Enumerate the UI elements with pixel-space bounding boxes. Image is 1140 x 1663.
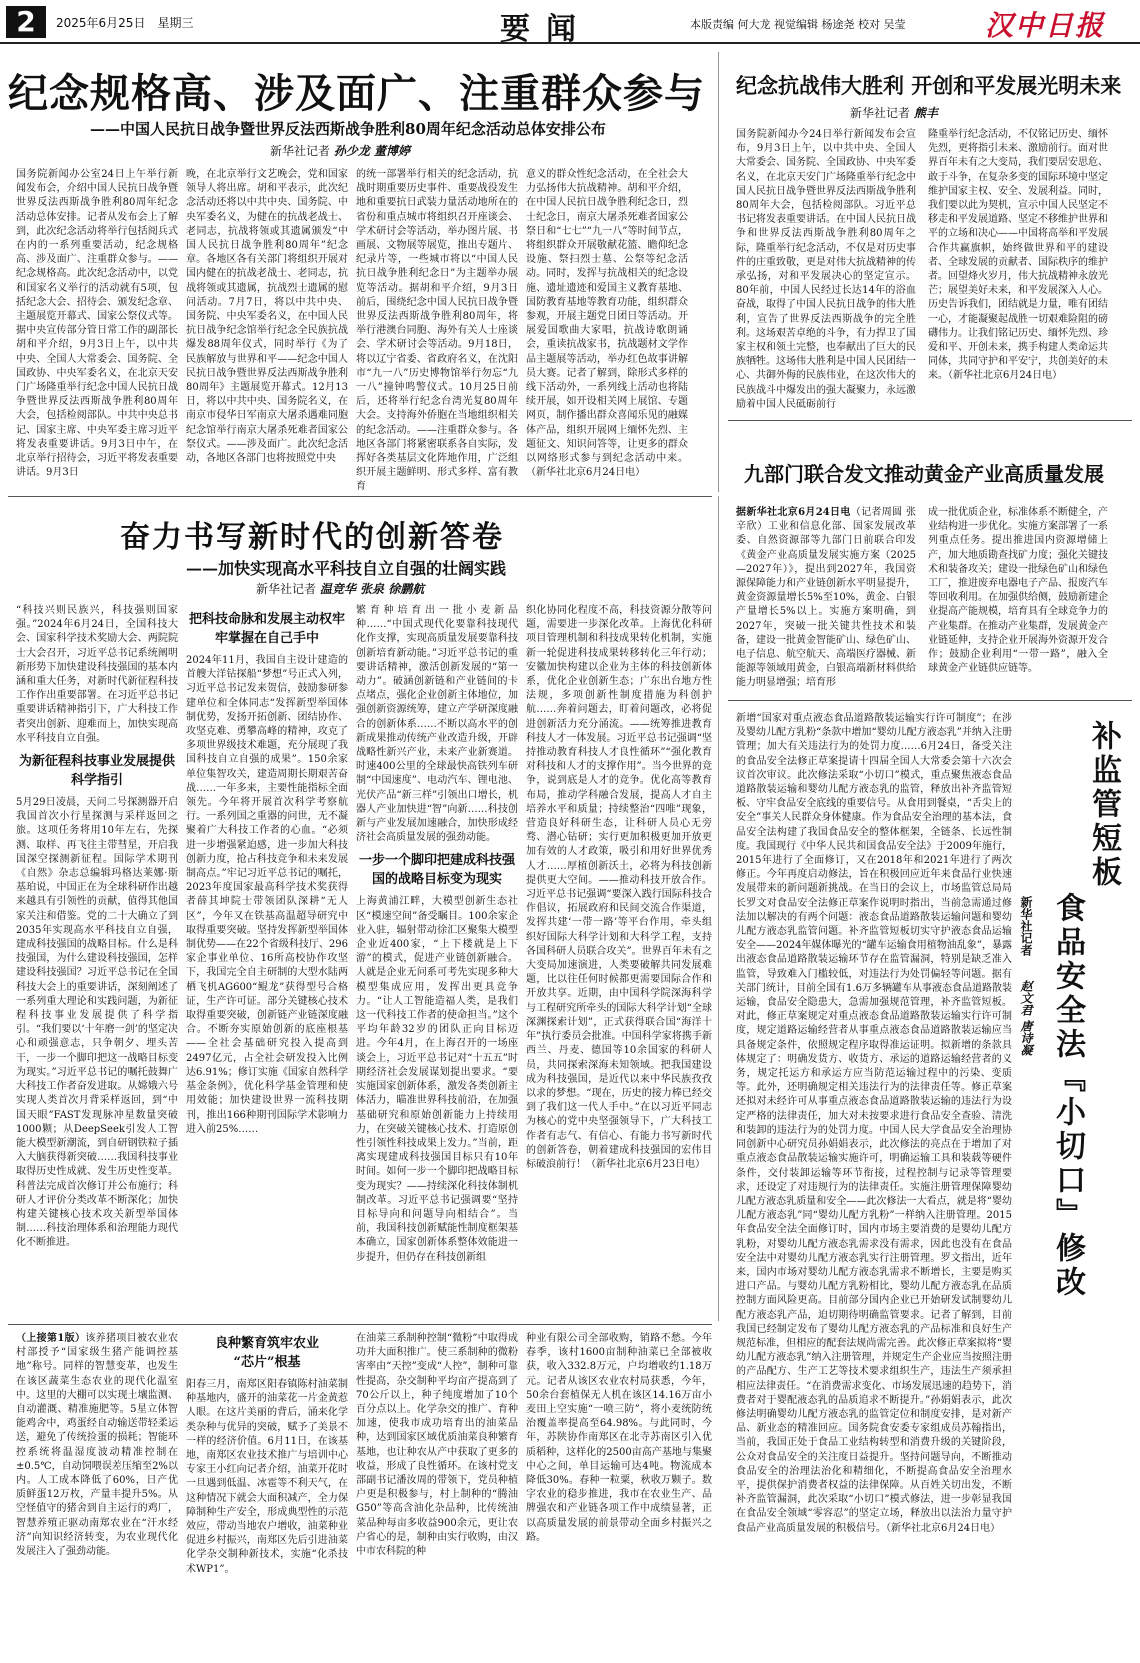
article4-body: 工业和信息化部、国家发展改革委、自然资源部等九部门日前联合印发《黄金产业高质量发展实施方案（2025—2027年）》，提出到2027年，我国资源保障能力和产业链创新水平明显提升，黄金资源量增长5%至10%，黄金、白银产量增长5%以上。实施方案明确，到2027年，突破一批关键共性技术和装备，建设一批黄金智能矿山、绿色矿山、电子信息、航空航天、高端医疗器械、新能源等领域用黄金，白银高端新材料供给能力明显增强；培育形: [736, 521, 916, 689]
article2-byline: [850, 104, 938, 121]
article3-col2-body: 2024年11月，我国自主设计建造的首艘大洋钻探船“梦想”号正式入列，习近平总书记发来贺信，鼓励参研参建单位和全体同志“发挥新型举国体制优势，发扬开拓创新、团结协作、攻坚克难、勇攀高峰的精神，攻克了多项世界级技术难题，充分展现了我国科技自立自强的成果”。150余家单位集智攻关，建造周期长期艰苦奋战……一年多来，主要性能指标全面领先。今年将开展首次科学考察航行。一系列国之重器的问世，无不凝聚着广大科技工作者的心血。“必须进一步增强紧迫感，进一步加大科技创新力度，抢占科技竞争和未来发展制高点。”牢记习近平总书记的嘱托，2023年度国家最高科学技术奖获得者薛其坤院士带领团队深耕“无人区”，今年又在铁基高温超导研究中取得重要突破。坚持发挥新型举国体制优势——在22个省级科技厅、296家企事业单位、16所高校协作攻坚下，我国完全自主研制的大型水陆两栖飞机AG600“鲲龙”获得型号合格证，生产许可证。部分关键核心技术取得重要突破，创新链产业链深度融合。不断夯实原始创新的底座根基——全社会基础研究投入提高到2497亿元，占全社会研发投入比例达6.91%；修订实施《国家自然科学基金条例》，优化科学基金管理和使用效能；加快建设世界一流科技期刊，推出166种期刊国际学术影响力进入前25%……: [186, 655, 348, 1135]
article3-col4: 织化协同化程度不高，科技资源分散等问题，需要进一步深化改革。上海优化科研项目管理机制和科技成果转化机制，实施新一轮促进科技成果转移转化三年行动；安徽加快构建以企业为主体的科技创新体系，优化企业创新生态；广东出台地方性法规，多项创新性制度措施为科创护航……奔着问题去，盯着问题改，必将促进创新活力充分涌流。——统筹推进教育科技人才一体发展。习近平总书记强调“坚持推动教育科技人才良性循环”“强化教育对科技和人才的支撑作用”。当今世界的竞争，说到底是人才的竞争。优化高等教育布局，推动学科融合发展，提高人才自主培养水平和质量；持续整治“四唯”现象，营造良好科研生态，让科研人员心无旁骛、潜心钻研；实行更加积极更加开放更加有效的人才政策，吸引和用好世界优秀人才……厚植创新沃土，必将为科技创新提供更大空间。——推动科技开放合作。习近平总书记强调“要深入践行国际科技合作倡议，拓展政府和民间交流合作渠道，发挥共建‘一带一路’等平台作用，牵头组织好国际大科学计划和大科学工程，支持各国科研人员联合攻关”。世界百年未有之大变局加速演进，人类要破解共同发展难题，比以往任何时候都更需要国际合作和开放共享。近期，由中国科学院深海科学与工程研究所牵头的国际大科学计划“全球深渊探索计划”，正式获得联合国“海洋十年”执行委员会批准。中国科学家将携手新西兰、丹麦、德国等10余国家的科研人员，共同探索深海未知领域。把我国建设成为科技强国，是近代以来中华民族孜孜以求的梦想。“现在，历史的接力棒已经交到了我们这一代人手中。”在以习近平同志为核心的党中央坚强领导下，广大科技工作者有志气、有信心、有能力书写新时代的创新答卷，朝着建成科技强国的宏伟目标破浪前行！（新华社北京6月23日电）: [526, 605, 712, 1170]
byline-names: 孙少龙 董博婷: [333, 144, 411, 158]
article6-subhead-2: “芯片”根基: [233, 1355, 301, 1370]
article5-title-bottom: 食品安全法『小切口』修改: [1050, 892, 1085, 1300]
article6-col2: [186, 1332, 348, 1654]
article1-col2: 晚，在北京举行文艺晚会，党和国家领导人将出席。胡和平表示，此次纪念活动还将以中共中央、国务院、中央军委名义，为健在的抗战老战士、老同志，抗战将领或其遗属颁发“中国人民抗日战争胜利80周年”纪念章。各地区各有关部门将组织开展对国内健在的抗战老战士、老同志，抗战将领或其遗属，抗战烈士遗属的慰问活动。7月7日，将以中共中央、国务院、中央军委名义，在中国人民抗日战争纪念馆举行纪念全民族抗战爆发88周年仪式，同时举行《为了民族解放与世界和平——纪念中国人民抗日战争暨世界反法西斯战争胜利80周年》主题展览开幕式。12月13日，将以中共中央、国务院名义，在南京市侵华日军南京大屠杀遇难同胞纪念馆举行南京大屠杀死难者国家公祭仪式。——涉及面广。此次纪念活动，各地区各部门也将按照党中央: [186, 169, 348, 465]
article6-lead: （上接第1版）: [16, 1333, 86, 1344]
article3-col2: [186, 604, 348, 1316]
article5-byline-names: 赵文君 唐诗凝: [1019, 980, 1033, 1057]
article3-col3: [356, 604, 518, 1316]
page-header: [0, 0, 1140, 47]
page-number: 2: [6, 6, 46, 38]
article6-subhead-1: 良种繁育筑牢农业: [214, 1336, 319, 1351]
article1-byline: [270, 142, 410, 159]
section-divider: [728, 420, 1132, 421]
article5-byline-label: 新华社记者: [1019, 896, 1033, 956]
article1-col3: 的统一部署举行相关的纪念活动，抗战时期重要历史事件、重要战役发生地和重要抗日武装力量活动地所在的省份和重点城市将组织召开座谈会、学术研讨会等活动，举办图片展、书画展、文物展等展览，推出专题片、纪录片等，一些城市将以“中国人民抗日战争胜利纪念日”为主题举办展览等活动。据胡和平介绍，9月3日前后，围绕纪念中国人民抗日战争暨世界反法西斯战争胜利80周年，将举行港澳台同胞、海外有关人士座谈会、学术研讨会等活动。9月18日，将以辽宁省委、省政府名义，在沈阳市“九一八”历史博物馆举行勿忘“九一八”撞钟鸣警仪式。10月25日前后，还将举行纪念台湾光复80周年大会。支持海外侨胞在当地组织相关的纪念活动。——注重群众参与。各地区各部门将紧密联系各自实际，发挥好各类基层文化阵地作用，广泛组织开展主题鲜明、形式多样、富有教育: [356, 169, 518, 493]
article3-title: 奋力书写新时代的创新答卷: [120, 520, 504, 555]
article5-body: 新增“国家对重点液态食品道路散装运输实行许可制度”；在涉及婴幼儿配方乳粉“条款中增加“婴幼儿配方液态乳”并纳入注册管理；加大有关违法行为的处罚力度……6月24日，备受关注的食品安全法修正草案提请十四届全国人大常委会第十六次会议首次审议。此次修法采取“小切口”模式，重点聚焦液态食品道路散装运输和婴幼儿配方液态乳的监管，释放出补齐监管短板、守牢食品安全底线的重要信号。从食用到餐桌，“舌尖上的安全”事关人民群众身体健康。作为食品安全治理的基本法，食品安全法构建了我国食品安全的整体框架，全链条、长远性制度。我国现行《中华人民共和国食品安全法》于2009年施行，2015年进行了全面修订，又在2018年和2021年进行了两次修正。今年再度启动修法，旨在积极回应近年来食品行业快速发展带来的新问题新挑战。在当日的会议上，市场监管总局局长罗文对食品安全法修正草案作说明时指出，当前急需通过修法加以解决的有两个问题：液态食品道路散装运输问题和婴幼儿配方液态乳监管问题。补齐监管短板切实守护液态食品运输安全——2024年媒体曝光的“罐车运输食用植物油乱象”，暴露出液态食品道路散装运输环节存在监管漏洞，特别是缺乏准入监管，导致难入门槛较低，对违法行为处罚偏轻等问题。据有关部门统计，目前全国有1.6万多辆罐车从事液态食品道路散装运输，食品安全隐患大，急需加强规范管理，补齐监管短板。对此，修正草案规定对重点液态食品道路散装运输实行许可制度，规定道路运输经营者从事重点液态食品道路散装运输应当具备规定条件，依照规定程序取得准运证明。拟新增的条款具体规定了：明确发货方、收货方、承运的道路运输经营者的义务，规定托运方和承运方应当防范运输过程中的污染、变质等。此外，还明确规定相关违法行为的法律责任等。修正草案还拟对未经许可从事重点液态食品道路散装运输的违法行为设定严格的法律责任，加大对未按要求进行食品安全查验、清洗和装卸的违法行为的处罚力度。中国人民大学食品安全治理协同创新中心研究员孙娟娟表示，此次修法的亮点在于增加了对重点液态食品散装运输实施许可，明确运输工具和装载等硬件条件，交付装卸运输等环节衔接，过程控制与记录等管理要求，还设定了对违规行为的法律责任。实施注册管理保障婴幼儿配方液态乳质量和安全——此次修法一大看点，就是将“婴幼儿配方液态乳”同“婴幼儿配方乳粉”一样纳入注册管理。2015年食品安全法全面修订时，国内市场主要消费的是婴幼儿配方乳粉，对婴幼儿配方液态乳需求没有需求，因此也没有在食品安全法中对婴幼儿配方液态乳实行注册管理。罗文指出，近年来，国内市场对婴幼儿配方液态乳需求不断增长，主要是购买进口产品。与婴幼儿配方乳粉相比，婴幼儿配方液态乳在品质控制方面风险更高。目前部分国内企业已开始研发试制婴幼儿配方液态乳产品，迫切期待明确监管要求。记者了解到，目前我国已经制定发布了婴幼儿配方液态乳的产品标准和良好生产规范标准，但相应的配套法规尚需完善。此次修正草案拟将“婴幼儿配方液态乳”纳入注册管理，并规定生产企业应当按照注册的产品配方、生产工艺等技术要求组织生产，违法生产须承担相应法律责任。“在消费需求变化、市场发展迅速的趋势下，消费者对于婴配液态乳的品质追求不断提升。”孙娟娟表示，此次修法明确婴幼儿配方液态乳的监管定位和制度安排，是对新产品、新业态的精准回应。国务院食安委专家组成员苏翰指出，当前，我国正处于食品工业结构转型和消费升级的关键阶段，公众对食品安全的关注度日益提升。坚持问题导向，不断推动食品安全的治理法治化和精细化，不断提高食品安全治理水平，提供保护消费者权益的法律保障。从百姓关切出发，不断补齐监管漏洞，此次采取“小切口”模式修法，进一步彰显我国在食品安全领域“零容忍”的坚定立场，释放出以法治力量守护食品产业高质量发展的积极信号。（新华社北京6月24日电）: [736, 713, 1012, 1534]
article4-col2: 成一批优质企业，标准体系不断健全，产业结构进一步优化。实施方案部署了一系列重点任务。提出推进国内资源增储上产，加大地质勘查找矿力度；强化关键技术和装备攻关；建设一批绿色矿山和绿色工厂，推进废弃电器电子产品、报废汽车等回收利用。在加强供给侧，鼓励新建企业提高产能规模，培育具有全球竞争力的产业集群。在推动产业集群，发展黄金产业链延伸，支持企业开展海外资源开发合作；鼓励企业利用“一带一路”，融入全球黄金产业链供应链等。: [928, 507, 1108, 675]
article3-subhead-1: 为新征程科技事业发展提供科学指引: [18, 754, 175, 789]
article6-col1-body: 该养猪项目被农业农村部授予“国家级生猪产能调控基地”称号。同样的智慧变革，也发生在该区蔬菜生态农业的现代化温室中。这里的大棚可以实现土壤监测、自动灌溉、精准施肥等。5星立体智能鸡舍中，鸡蛋经自动输送带轻柔运送，避免了传统捡蛋的损耗；智能环控系统将温湿度波动精准控制在±0.5℃，自动饲喂误差压缩至2%以内。人工成本降低了60%，日产优质鲜蛋12万枚，产量丰提升5%。从空怪值守的猪舍到自主运行的鸡厂，智慧养殖正驱动南郑农业在“汗水经济”向知识经济转变，为农业现代化发展注入了强劲动能。: [16, 1333, 178, 1558]
column-divider: [718, 496, 719, 1321]
article4-col1: [736, 506, 916, 692]
article2-col2: 隆重举行纪念活动，不仅铭记历史、缅怀先烈，更将指引未来、激励前行。面对世界百年未有之大变局，我们要居安思危、敢于斗争，在复杂多变的国际环境中坚定维护国家主权、安全、发展利益。同时，我们要以此为契机，宣示中国人民坚定不移走和平发展道路、坚定不移维护世界和平的立场和决心——中国将高举和平发展合作共赢旗帜，始终做世界和平的建设者、全球发展的贡献者、国际秩序的维护者。回望烽火岁月，伟大抗战精神永放光芒；展望美好未来，和平发展深入人心。历史告诉我们，团结就是力量，唯有团结一心，才能凝聚起战胜一切艰难险阻的磅礴伟力。让我们铭记历史、缅怀先烈、珍爱和平、开创未来，携手构建人类命运共同体，共同守护和平安宁，共创美好的未来。（新华社北京6月24日电）: [928, 129, 1108, 382]
article6-col2-body: 阳春三月，南郑区阳春镇陈村油菜制种基地内，盛开的油菜花一片金黄惹人眼。在这片美丽的背后，涌来化学类杂种与优异的突破，赋予了美景不一样的经济价值。6月11日，在该基地，南郑区农业技术推广与培训中心专家王小红向记者介绍，油菜开花时一旦遇到低温、冰雹等不利天气，在这种情况下就会大面积减产，全力保障制种生产安全，形成典型性的示范效应，带动当地农户增收，油菜种业促进乡村振兴，南郑区先后引进油菜化学杂交制种新技术，实施“化杀技术WP1”。: [186, 1379, 348, 1575]
article2-title: 纪念抗战伟大胜利 开创和平发展光明未来: [736, 73, 1122, 98]
article3-byline: [256, 580, 424, 597]
article5-title-top: 补监管短板: [1086, 720, 1121, 890]
article4-dateline: 据新华社北京6月24日电: [736, 507, 851, 518]
byline-names: 温竞华 张泉 徐鹏航: [319, 582, 425, 596]
article4-title: 九部门联合发文推动黄金产业高质量发展: [744, 462, 1104, 486]
article6-col3: 在油菜三系制种控制“微粉”中取得成功并大面积推广。使三系制种的微粉害率由“天控”变成“人控”，制种可靠性提高，杂交制种平均亩产提高到了70公斤以上，种子纯度增加了10个百分点以上。化学杂交的推广、育种加速，使我市成功培育出的油菜品种，达到国家区域优质油菜良种繁育基地，也让种农从产中获取了更多的收益，形成了良性循环。在该村党支部副书记潘汝周的带领下，党员种植户更是积极参与，村上制种的“腾油G50”等高含油化杂品种，比传统油菜品种每亩多收益900余元，更让农户省心的是，制种由实行收购，由汉中市农科院的种: [356, 1333, 518, 1558]
article1-col1: 国务院新闻办公室24日上午举行新闻发布会，介绍中国人民抗日战争暨世界反法西斯战争胜利80周年纪念活动总体安排。记者从发布会上了解到，此次纪念活动将举行包括阅兵式在内的一系列重要活动，纪念规格高、涉及面广、注重群众参与。——纪念规格高。此次纪念活动中，以党和国家名义举行的活动就有5项，包括纪念大会、招待会、颁发纪念章、主题展览开幕式、国家公祭仪式等。据中央宣传部分管日常工作的副部长胡和平介绍，9月3日上午，以中共中央、全国人大常委会、国务院、全国政协、中央军委名义，在北京天安门广场隆重举行纪念中国人民抗日战争暨世界反法西斯战争胜利80周年大会，包括检阅部队。中共中央总书记、国家主席、中央军委主席习近平将发表重要讲话。9月3日中午，在北京举行招待会，习近平将发表重要讲话。9月3日: [16, 169, 178, 479]
section-divider: [8, 496, 712, 497]
article3-subhead-2: 把科技命脉和发展主动权牢牢掌握在自己手中: [188, 612, 345, 646]
section-divider: [728, 700, 1132, 701]
article3-subhead-3: 一步一个脚印把建成科技强国的战略目标变为现实: [358, 853, 515, 888]
section-divider: [8, 1324, 712, 1325]
article1-col4: 意义的群众性纪念活动，在全社会大力弘扬伟大抗战精神。胡和平介绍，在中国人民抗日战争胜利纪念日，烈士纪念日，南京大屠杀死难者国家公祭日和“七七”“九一八”等时间节点，将组织群众开展敬献花篮、瞻仰纪念设施、祭扫烈士墓、公祭等纪念活动。同时，发挥与抗战相关的纪念设施、遗址遗迹和爱国主义教育基地、国防教育基地等教育功能，组织群众参观，开展主题党日团日等活动。开展爱国歌曲大家唱，抗战诗歌朗诵会，重读抗战家书，抗战题材文学作品主题展等活动，举办红色故事讲解员大赛。记者了解到，除形式多样的线下活动外，一系列线上活动也将陆续开展，如开设相关网上展馆、专题网页，制作播出群众喜闻乐见的融媒体产品，组织开展网上缅怀先烈、主题征文、知识问答等，让更多的群众以网络形式参与到纪念活动中来。（新华社北京6月24日电）: [526, 169, 688, 479]
article3-col1: [16, 604, 178, 1316]
byline-label: 新华社记者: [256, 582, 317, 596]
newspaper-logo: 汉中日报: [985, 9, 1106, 42]
article3-col3-body-b: 上海黄浦江畔，大模型创新生态社区“模速空间”备受瞩目。100余家企业入驻，辐射带动徐汇区聚集大模型企业近400家，“上下楼就是上下游”的模式，促进产业链创新融合。人就是企业无问系可考先实现多种大模型集成应用，发挥出更具竞争力。“让人工智能造福人类，是我们这一代科技工作者的使命担当。”这个平均年龄32岁的团队正向目标迈进。今年4月，在上海召开的一场座谈会上，习近平总书记对“十五五”时期经济社会发展谋划提出要求。“要实施国家创新体系，激发各类创新主体活力，瞄准世界科技前沿，在加强基础研究和原始创新能力上持续用力，在突破关键核心技术、打造原创性引领性科技成果上发力。”当前，距离实现建成科技强国目标只有10年时间。如何一步一个脚印把战略目标变为现实？——持续深化科技体制机制改革。习近平总书记强调要“坚持目标导向和问题导向相结合”。当前，我国科技创新赋能性制度框架基本确立，国家创新体系整体效能进一步提升，但仍存在科技创新组: [356, 896, 518, 1263]
column-divider: [718, 52, 719, 492]
article3-col1-body: 5月29日凌晨，天问二号探测器开启我国首次小行星探测与采样返回之旅。这项任务将用10年左右，先探测、取样、再飞往主带彗星，开启我国深空探测新征程。国际学术期刊《自然》杂志总编辑玛格达莱娜·斯基珀说，中国正在为全球科研作出越来越具有引领性的贡献，值得其他国家关注和借鉴。党的二十大确立了到2035年实现高水平科技自立自强，建成科技强国的战略目标。什么是科技强国，为什么建设科技强国，怎样建设科技强国？习近平总书记在全国科技大会上的重要讲话，深刻阐述了一系列重大理论和实践问题，为新征程科技事业发展提供了科学指引。“我们要以‘十年磨一剑’的坚定决心和顽强意志，只争朝夕、埋头苦干，一步一个脚印把这一战略目标变为现实。”习近平总书记的嘱托鼓舞广大科技工作者奋发进取。从嫦娥六号实现人类首次月背采样返回，到“中国天眼”FAST发现脉冲星数量突破1000颗；从DeepSeek引发人工智能大模型新潮流，到自研钢铁粒子插入大脑获得新突破……我国科技事业取得历史性成就、发生历史性变革。科普法完成首次修订并公布施行；科研人才评价分类改革不断深化；加快构建关键核心技术攻关新型举国体制……科技治理体系和治理能力现代化不断推进。: [16, 797, 178, 1249]
article3-subtitle: ——加快实现高水平科技自立自强的壮阔实践: [186, 559, 507, 578]
article1-title: 纪念规格高、涉及面广、注重群众参与: [8, 70, 705, 117]
byline-label: 新华社记者: [270, 144, 331, 158]
byline-names: 熊丰: [913, 106, 938, 120]
article6-col4: 种业有限公司全部收购，销路不愁。今年春季，该村1600亩制种油菜已全部被收获，收入332.8万元，户均增收约1.18万元。记者从该区农业农村局获悉，今年，50余台套植保无人机在该区14.16万亩小麦田上空实施“一喷三防”，将小麦统防统治覆盖率提高至64.98%。与此同时，今年，苏陕协作南郑区在北寺苏南区引入优质稻种，这样化的2500亩高产基地与集聚中心之间，单目运输可达4吨。物流成本降低30%。春种一粒粟，秋收万颗子。数字农业的稳步推进，我市在农业生产、品牌强农和产业链各项工作中成绩显著，正以高质量发展的前景带动全面乡村振兴之路。: [526, 1333, 712, 1543]
editor-credits: 本版责编 何大龙 视觉编辑 杨途尧 校对 吴莹: [690, 18, 906, 31]
issue-date: 2025年6月25日 星期三: [56, 16, 194, 30]
article1-subtitle: ——中国人民抗日战争暨世界反法西斯战争胜利80周年纪念活动总体安排公布: [90, 120, 606, 138]
byline-label: 新华社记者: [850, 106, 911, 120]
section-title: 要闻: [500, 12, 592, 47]
article3-col1-intro: “科技兴则民族兴，科技强则国家强。”2024年6月24日，全国科技大会、国家科学技术奖励大会、两院院士大会召开，习近平总书记系统阐明新形势下加快建设科技强国的基本内涵和重大任务，对新时代新征程科技工作作出重要部署。在习近平总书记重要讲话精神指引下，广大科技工作者突出创新、迎难而上，加快实现高水平科技自立自强。: [16, 605, 178, 744]
article6-col1: [16, 1332, 178, 1654]
article2-col1: 国务院新闻办今24日举行新闻发布会宣布，9月3日上午，以中共中央、全国人大常委会、国务院、全国政协、中央军委名义，在北京天安门广场隆重举行纪念中国人民抗日战争暨世界反法西斯战争胜利80周年大会，包括检阅部队。习近平总书记将发表重要讲话。在中国人民抗日战争和世界反法西斯战争胜利80周年之际，隆重举行纪念活动，不仅是对历史事件的庄重致敬，更是对伟大抗战精神的传承弘扬，对和平发展决心的坚定宣示。80年前，中国人民经过长达14年的浴血奋战，取得了中国人民抗日战争的伟大胜利，宣告了世界反法西斯战争的完全胜利。这场艰苦卓绝的斗争，有力捍卫了国家主权和领土完整，也奉献出了巨大的民族牺牲。这场伟大胜利是中国人民团结一心、共御外侮的民族伟业，在这次伟大的民族战斗中爆发出的强大凝聚力，永远激励着中国人民砥砺前行: [736, 129, 916, 410]
article3-col3-body: 繁育种培育出一批小麦新品种……“中国式现代化要靠科技现代化作支撑，实现高质量发展要靠科技创新培育新动能。”习近平总书记的重要讲话精神，激活创新发展的“第一动力”。破涵创新链和产业链间的卡点堵点，强化企业创新主体地位，加强创新资源统筹，建立产学研深度融合的创新体系……不断以高水平的创新成果推动传统产业改造升级，开辟战略性新兴产业，未来产业新赛道。时速400公里的全球最快高铁列车研制“中国速度”、电动汽车、锂电池、光伏产品“新三样”引领出口增长，机器人产业加快进“智”向新……科技创新与产业发展加速融合，加快形成经济社会高质量发展的强劲动能。: [356, 605, 518, 844]
article4-reporters: （记者周圆 张辛欣）: [736, 507, 916, 533]
